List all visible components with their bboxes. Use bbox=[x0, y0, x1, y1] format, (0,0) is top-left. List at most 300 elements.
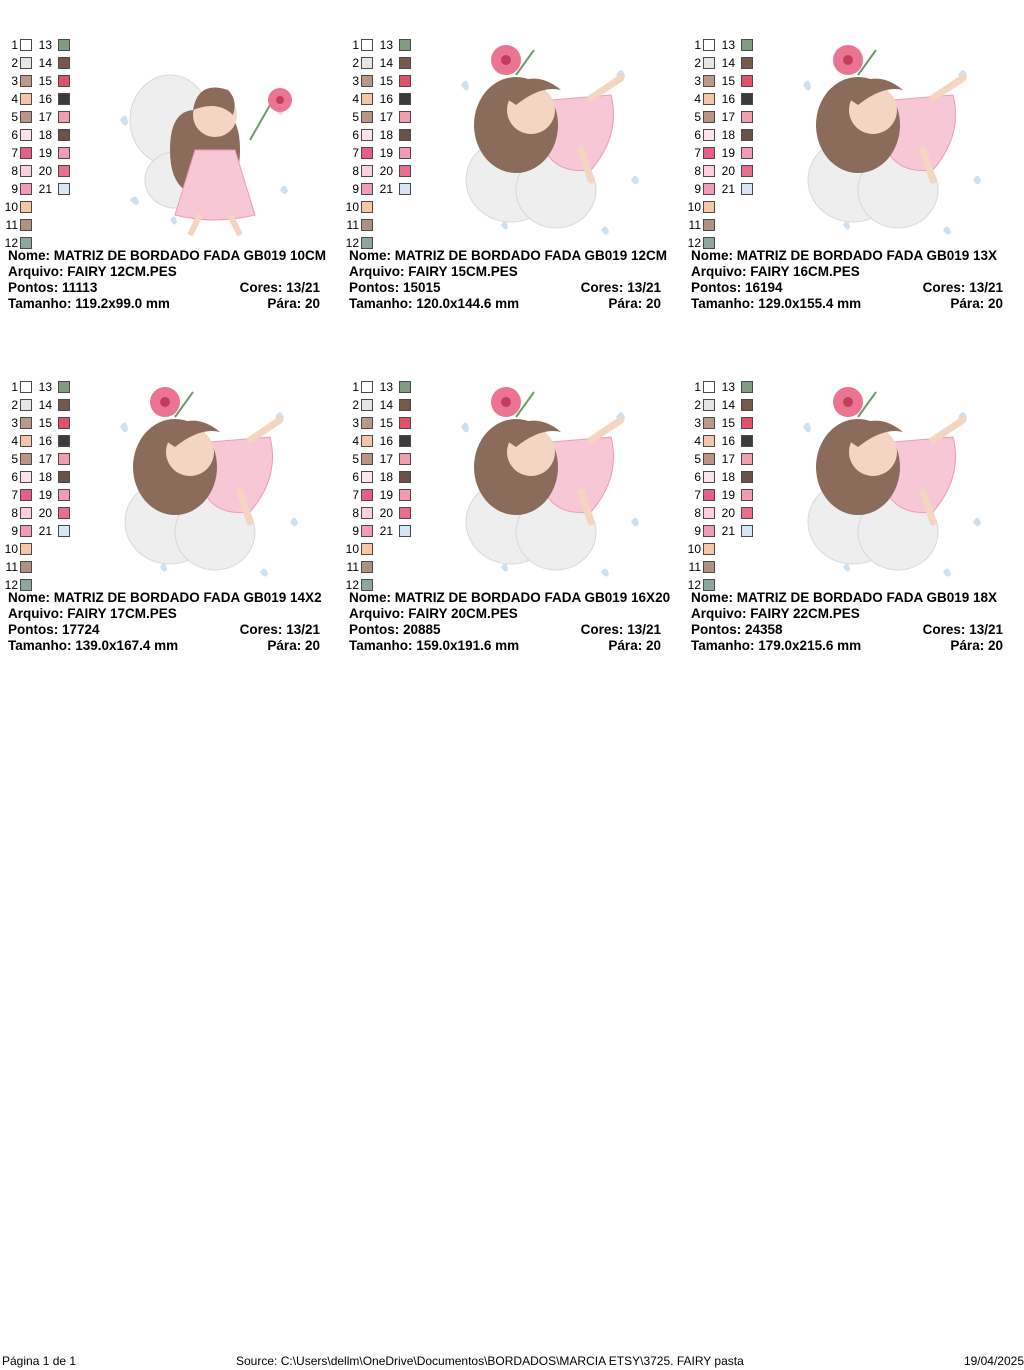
nome-label: Nome: bbox=[8, 248, 51, 263]
color-swatch bbox=[20, 435, 32, 447]
color-index: 15 bbox=[38, 416, 52, 430]
color-swatch-row bbox=[721, 110, 781, 124]
stitch-count: 15015 bbox=[403, 280, 441, 295]
color-swatch bbox=[361, 525, 373, 537]
color-palette bbox=[689, 38, 749, 258]
color-index: 3 bbox=[694, 74, 701, 88]
color-palette bbox=[689, 380, 749, 600]
color-swatch bbox=[20, 525, 32, 537]
color-index: 19 bbox=[379, 146, 393, 160]
color-swatch bbox=[703, 201, 715, 213]
color-swatch-row bbox=[38, 524, 98, 538]
color-swatch bbox=[703, 111, 715, 123]
color-swatch bbox=[703, 57, 715, 69]
color-index: 10 bbox=[4, 200, 18, 214]
stops-count: 20 bbox=[645, 638, 661, 653]
color-swatch bbox=[399, 147, 411, 159]
pontos-label: Pontos: bbox=[691, 280, 742, 295]
color-swatch bbox=[703, 543, 715, 555]
color-index: 8 bbox=[694, 506, 701, 520]
color-swatch bbox=[741, 489, 753, 501]
color-swatch-row bbox=[379, 56, 439, 70]
color-swatch bbox=[741, 93, 753, 105]
color-swatch bbox=[20, 399, 32, 411]
arquivo-label: Arquivo: bbox=[8, 606, 64, 621]
design-info bbox=[691, 248, 1011, 312]
stitch-count: 16194 bbox=[745, 280, 783, 295]
color-swatch bbox=[399, 507, 411, 519]
color-index: 19 bbox=[721, 146, 735, 160]
color-swatch-row bbox=[379, 146, 439, 160]
color-swatch bbox=[361, 201, 373, 213]
color-swatch bbox=[399, 525, 411, 537]
color-swatch bbox=[741, 129, 753, 141]
color-swatch-row bbox=[721, 74, 781, 88]
color-swatch-row bbox=[6, 200, 66, 214]
color-index: 14 bbox=[379, 398, 393, 412]
color-swatch bbox=[20, 453, 32, 465]
color-swatch bbox=[703, 75, 715, 87]
color-swatch bbox=[20, 165, 32, 177]
color-swatch bbox=[703, 165, 715, 177]
print-date: 19/04/2025 bbox=[963, 1354, 1024, 1368]
color-swatch bbox=[399, 183, 411, 195]
color-swatch-row bbox=[379, 506, 439, 520]
design-card bbox=[341, 10, 682, 330]
color-index: 5 bbox=[694, 452, 701, 466]
color-swatch bbox=[20, 93, 32, 105]
color-index: 12 bbox=[687, 236, 701, 250]
color-swatch bbox=[361, 183, 373, 195]
design-size: 119.2x99.0 mm bbox=[75, 296, 170, 311]
color-swatch-row bbox=[721, 434, 781, 448]
pontos-label: Pontos: bbox=[8, 280, 59, 295]
color-swatch bbox=[20, 381, 32, 393]
color-swatch-row bbox=[347, 200, 407, 214]
color-index: 19 bbox=[379, 488, 393, 502]
tamanho-label: Tamanho: bbox=[691, 296, 755, 311]
color-swatch bbox=[361, 147, 373, 159]
color-swatch bbox=[58, 471, 70, 483]
color-swatch bbox=[58, 489, 70, 501]
design-size: 129.0x155.4 mm bbox=[758, 296, 862, 311]
color-index: 16 bbox=[721, 92, 735, 106]
color-swatch-row bbox=[721, 128, 781, 142]
color-swatch bbox=[361, 435, 373, 447]
color-index: 11 bbox=[688, 218, 701, 232]
color-index: 9 bbox=[11, 524, 18, 538]
color-swatch bbox=[399, 165, 411, 177]
color-swatch bbox=[58, 453, 70, 465]
file-name: FAIRY 16CM.PES bbox=[750, 264, 860, 279]
arquivo-label: Arquivo: bbox=[691, 264, 747, 279]
color-swatch bbox=[741, 165, 753, 177]
color-index: 19 bbox=[38, 488, 52, 502]
color-swatch bbox=[58, 165, 70, 177]
color-index: 5 bbox=[11, 452, 18, 466]
color-swatch-row bbox=[379, 416, 439, 430]
color-swatch bbox=[741, 471, 753, 483]
page-number: Página 1 de 1 bbox=[2, 1354, 77, 1368]
color-count: 13/21 bbox=[969, 280, 1003, 295]
stops-count: 20 bbox=[987, 296, 1003, 311]
color-index: 8 bbox=[694, 164, 701, 178]
color-swatch bbox=[703, 381, 715, 393]
design-size: 139.0x167.4 mm bbox=[75, 638, 179, 653]
color-index: 5 bbox=[11, 110, 18, 124]
source-path: Source: C:\Users\dellm\OneDrive\Documentos\BORDADOS\MARCIA ETSY\3725. FAIRY pasta bbox=[236, 1354, 744, 1368]
color-swatch-row bbox=[38, 506, 98, 520]
color-swatch bbox=[741, 183, 753, 195]
stops-count: 20 bbox=[304, 638, 320, 653]
color-index: 17 bbox=[721, 452, 735, 466]
design-card bbox=[683, 10, 1024, 330]
nome-label: Nome: bbox=[691, 590, 734, 605]
color-index: 1 bbox=[352, 38, 359, 52]
color-swatch-row bbox=[38, 470, 98, 484]
color-swatch bbox=[361, 57, 373, 69]
color-swatch-row bbox=[379, 92, 439, 106]
color-swatch bbox=[58, 507, 70, 519]
color-swatch bbox=[703, 183, 715, 195]
color-index: 4 bbox=[352, 434, 359, 448]
color-index: 18 bbox=[379, 128, 393, 142]
color-index: 19 bbox=[721, 488, 735, 502]
color-swatch-row bbox=[347, 542, 407, 556]
cores-label: Cores: bbox=[239, 280, 283, 295]
cores-label: Cores: bbox=[922, 622, 966, 637]
color-index: 14 bbox=[721, 398, 735, 412]
color-index: 21 bbox=[379, 524, 393, 538]
color-swatch-row bbox=[721, 506, 781, 520]
color-swatch bbox=[58, 39, 70, 51]
color-swatch bbox=[703, 129, 715, 141]
design-info bbox=[691, 590, 1011, 654]
para-label: Pára: bbox=[950, 638, 985, 653]
color-swatch bbox=[399, 381, 411, 393]
color-swatch bbox=[399, 453, 411, 465]
color-swatch-row bbox=[38, 38, 98, 52]
color-swatch bbox=[399, 417, 411, 429]
color-swatch bbox=[399, 93, 411, 105]
color-index: 7 bbox=[694, 146, 701, 160]
color-swatch-row bbox=[38, 416, 98, 430]
color-swatch bbox=[703, 489, 715, 501]
color-index: 13 bbox=[38, 380, 52, 394]
color-index: 1 bbox=[11, 380, 18, 394]
color-index: 16 bbox=[379, 434, 393, 448]
color-index: 20 bbox=[38, 164, 52, 178]
color-swatch bbox=[361, 561, 373, 573]
color-index: 17 bbox=[38, 452, 52, 466]
color-swatch bbox=[361, 111, 373, 123]
color-index: 2 bbox=[11, 56, 18, 70]
color-swatch bbox=[399, 75, 411, 87]
color-swatch bbox=[741, 381, 753, 393]
color-palette bbox=[347, 38, 407, 258]
color-swatch bbox=[399, 435, 411, 447]
color-swatch bbox=[361, 507, 373, 519]
color-index: 7 bbox=[352, 488, 359, 502]
color-index: 21 bbox=[38, 524, 52, 538]
color-index: 20 bbox=[379, 164, 393, 178]
color-swatch bbox=[361, 453, 373, 465]
color-index: 18 bbox=[721, 128, 735, 142]
color-swatch-row bbox=[721, 164, 781, 178]
color-index: 17 bbox=[38, 110, 52, 124]
color-swatch-row bbox=[689, 560, 749, 574]
color-swatch-row bbox=[379, 470, 439, 484]
stops-count: 20 bbox=[304, 296, 320, 311]
color-swatch-row bbox=[6, 542, 66, 556]
file-name: FAIRY 17CM.PES bbox=[67, 606, 177, 621]
color-index: 16 bbox=[38, 434, 52, 448]
color-swatch-row bbox=[379, 524, 439, 538]
pontos-label: Pontos: bbox=[349, 280, 400, 295]
color-swatch-row bbox=[721, 146, 781, 160]
color-swatch-row bbox=[379, 164, 439, 178]
color-swatch bbox=[361, 471, 373, 483]
color-index: 18 bbox=[379, 470, 393, 484]
color-swatch bbox=[703, 417, 715, 429]
design-info bbox=[8, 248, 328, 312]
color-index: 7 bbox=[11, 488, 18, 502]
color-swatch-row bbox=[379, 398, 439, 412]
color-swatch bbox=[703, 525, 715, 537]
color-index: 2 bbox=[352, 56, 359, 70]
color-swatch bbox=[703, 435, 715, 447]
stops-count: 20 bbox=[987, 638, 1003, 653]
arquivo-label: Arquivo: bbox=[691, 606, 747, 621]
color-index: 4 bbox=[11, 92, 18, 106]
color-swatch bbox=[741, 435, 753, 447]
color-index: 11 bbox=[688, 560, 701, 574]
color-index: 12 bbox=[345, 236, 359, 250]
color-swatch-row bbox=[689, 218, 749, 232]
color-index: 1 bbox=[352, 380, 359, 394]
color-index: 10 bbox=[687, 542, 701, 556]
color-index: 10 bbox=[345, 200, 359, 214]
color-index: 20 bbox=[379, 506, 393, 520]
para-label: Pára: bbox=[608, 638, 643, 653]
color-index: 16 bbox=[38, 92, 52, 106]
color-swatch-row bbox=[38, 434, 98, 448]
color-index: 2 bbox=[694, 398, 701, 412]
color-index: 3 bbox=[352, 74, 359, 88]
color-swatch bbox=[20, 111, 32, 123]
color-index: 15 bbox=[379, 74, 393, 88]
color-swatch bbox=[741, 147, 753, 159]
tamanho-label: Tamanho: bbox=[8, 638, 72, 653]
file-name: FAIRY 20CM.PES bbox=[408, 606, 518, 621]
color-swatch-row bbox=[38, 452, 98, 466]
color-index: 4 bbox=[11, 434, 18, 448]
cores-label: Cores: bbox=[580, 280, 624, 295]
tamanho-label: Tamanho: bbox=[349, 296, 413, 311]
color-index: 17 bbox=[379, 452, 393, 466]
color-index: 7 bbox=[352, 146, 359, 160]
design-info bbox=[349, 590, 669, 654]
color-swatch bbox=[399, 489, 411, 501]
color-index: 1 bbox=[11, 38, 18, 52]
file-name: FAIRY 15CM.PES bbox=[408, 264, 518, 279]
color-index: 11 bbox=[346, 218, 359, 232]
color-index: 21 bbox=[721, 182, 735, 196]
color-swatch-row bbox=[721, 56, 781, 70]
color-swatch-row bbox=[347, 218, 407, 232]
color-swatch bbox=[58, 57, 70, 69]
fairy-design-image bbox=[783, 30, 993, 258]
color-index: 2 bbox=[352, 398, 359, 412]
design-name: MATRIZ DE BORDADO FADA GB019 13X bbox=[736, 248, 998, 263]
color-index: 8 bbox=[352, 506, 359, 520]
color-swatch bbox=[361, 399, 373, 411]
design-name: MATRIZ DE BORDADO FADA GB019 12CM bbox=[394, 248, 668, 263]
color-swatch bbox=[741, 75, 753, 87]
color-swatch bbox=[361, 75, 373, 87]
color-swatch-row bbox=[38, 74, 98, 88]
color-swatch-row bbox=[38, 56, 98, 70]
design-name: MATRIZ DE BORDADO FADA GB019 18X bbox=[736, 590, 998, 605]
color-index: 3 bbox=[11, 74, 18, 88]
color-swatch bbox=[58, 435, 70, 447]
color-index: 9 bbox=[694, 182, 701, 196]
color-index: 11 bbox=[5, 218, 18, 232]
color-index: 13 bbox=[379, 380, 393, 394]
color-index: 10 bbox=[687, 200, 701, 214]
color-swatch bbox=[58, 417, 70, 429]
color-swatch-row bbox=[689, 542, 749, 556]
color-index: 13 bbox=[379, 38, 393, 52]
color-swatch bbox=[20, 201, 32, 213]
color-swatch-row bbox=[721, 452, 781, 466]
color-index: 6 bbox=[352, 470, 359, 484]
stitch-count: 17724 bbox=[62, 622, 100, 637]
color-index: 9 bbox=[352, 524, 359, 538]
color-swatch-row bbox=[379, 110, 439, 124]
color-swatch bbox=[703, 147, 715, 159]
color-swatch bbox=[703, 471, 715, 483]
color-swatch bbox=[399, 399, 411, 411]
color-swatch-row bbox=[379, 38, 439, 52]
design-card bbox=[0, 10, 341, 330]
fairy-design-image bbox=[783, 372, 993, 600]
color-index: 2 bbox=[694, 56, 701, 70]
color-index: 11 bbox=[5, 560, 18, 574]
color-swatch-row bbox=[379, 128, 439, 142]
color-index: 1 bbox=[694, 38, 701, 52]
color-swatch-row bbox=[721, 38, 781, 52]
color-swatch bbox=[58, 75, 70, 87]
color-index: 18 bbox=[38, 470, 52, 484]
color-count: 13/21 bbox=[627, 280, 661, 295]
color-swatch bbox=[58, 129, 70, 141]
color-count: 13/21 bbox=[286, 280, 320, 295]
color-index: 14 bbox=[38, 398, 52, 412]
design-card bbox=[341, 352, 682, 672]
color-index: 9 bbox=[352, 182, 359, 196]
design-info bbox=[8, 590, 328, 654]
color-index: 6 bbox=[11, 128, 18, 142]
color-swatch bbox=[20, 489, 32, 501]
color-index: 7 bbox=[11, 146, 18, 160]
color-swatch-row bbox=[721, 470, 781, 484]
tamanho-label: Tamanho: bbox=[691, 638, 755, 653]
color-swatch bbox=[20, 417, 32, 429]
color-swatch bbox=[20, 561, 32, 573]
color-swatch bbox=[361, 93, 373, 105]
color-index: 9 bbox=[11, 182, 18, 196]
file-name: FAIRY 22CM.PES bbox=[750, 606, 860, 621]
color-swatch bbox=[741, 453, 753, 465]
pontos-label: Pontos: bbox=[349, 622, 400, 637]
nome-label: Nome: bbox=[691, 248, 734, 263]
color-index: 12 bbox=[345, 578, 359, 592]
color-swatch bbox=[361, 219, 373, 231]
color-index: 15 bbox=[379, 416, 393, 430]
color-index: 3 bbox=[694, 416, 701, 430]
nome-label: Nome: bbox=[349, 590, 392, 605]
color-swatch bbox=[741, 111, 753, 123]
color-swatch bbox=[741, 57, 753, 69]
color-swatch-row bbox=[379, 452, 439, 466]
color-swatch bbox=[20, 39, 32, 51]
color-swatch bbox=[20, 471, 32, 483]
color-index: 13 bbox=[721, 380, 735, 394]
design-name: MATRIZ DE BORDADO FADA GB019 16X20 bbox=[394, 590, 671, 605]
cores-label: Cores: bbox=[239, 622, 283, 637]
color-index: 15 bbox=[721, 74, 735, 88]
color-swatch bbox=[399, 129, 411, 141]
color-swatch bbox=[20, 507, 32, 519]
color-swatch bbox=[361, 381, 373, 393]
stops-count: 20 bbox=[645, 296, 661, 311]
color-swatch bbox=[20, 57, 32, 69]
color-index: 6 bbox=[11, 470, 18, 484]
color-index: 2 bbox=[11, 398, 18, 412]
color-swatch bbox=[703, 219, 715, 231]
color-swatch bbox=[20, 129, 32, 141]
color-swatch bbox=[703, 39, 715, 51]
tamanho-label: Tamanho: bbox=[8, 296, 72, 311]
design-name: MATRIZ DE BORDADO FADA GB019 10CM bbox=[53, 248, 327, 263]
color-swatch bbox=[20, 147, 32, 159]
color-swatch bbox=[399, 39, 411, 51]
color-swatch bbox=[741, 507, 753, 519]
color-swatch-row bbox=[38, 92, 98, 106]
color-swatch-row bbox=[38, 182, 98, 196]
tamanho-label: Tamanho: bbox=[349, 638, 413, 653]
design-size: 179.0x215.6 mm bbox=[758, 638, 862, 653]
color-index: 19 bbox=[38, 146, 52, 160]
color-index: 12 bbox=[4, 236, 18, 250]
pontos-label: Pontos: bbox=[8, 622, 59, 637]
color-index: 8 bbox=[11, 506, 18, 520]
color-swatch bbox=[361, 39, 373, 51]
color-index: 18 bbox=[721, 470, 735, 484]
arquivo-label: Arquivo: bbox=[349, 606, 405, 621]
color-swatch bbox=[58, 399, 70, 411]
para-label: Pára: bbox=[267, 296, 302, 311]
color-index: 9 bbox=[694, 524, 701, 538]
color-index: 20 bbox=[721, 506, 735, 520]
color-index: 12 bbox=[4, 578, 18, 592]
color-swatch-row bbox=[689, 200, 749, 214]
color-index: 17 bbox=[721, 110, 735, 124]
color-index: 14 bbox=[38, 56, 52, 70]
color-index: 14 bbox=[721, 56, 735, 70]
color-swatch bbox=[361, 489, 373, 501]
